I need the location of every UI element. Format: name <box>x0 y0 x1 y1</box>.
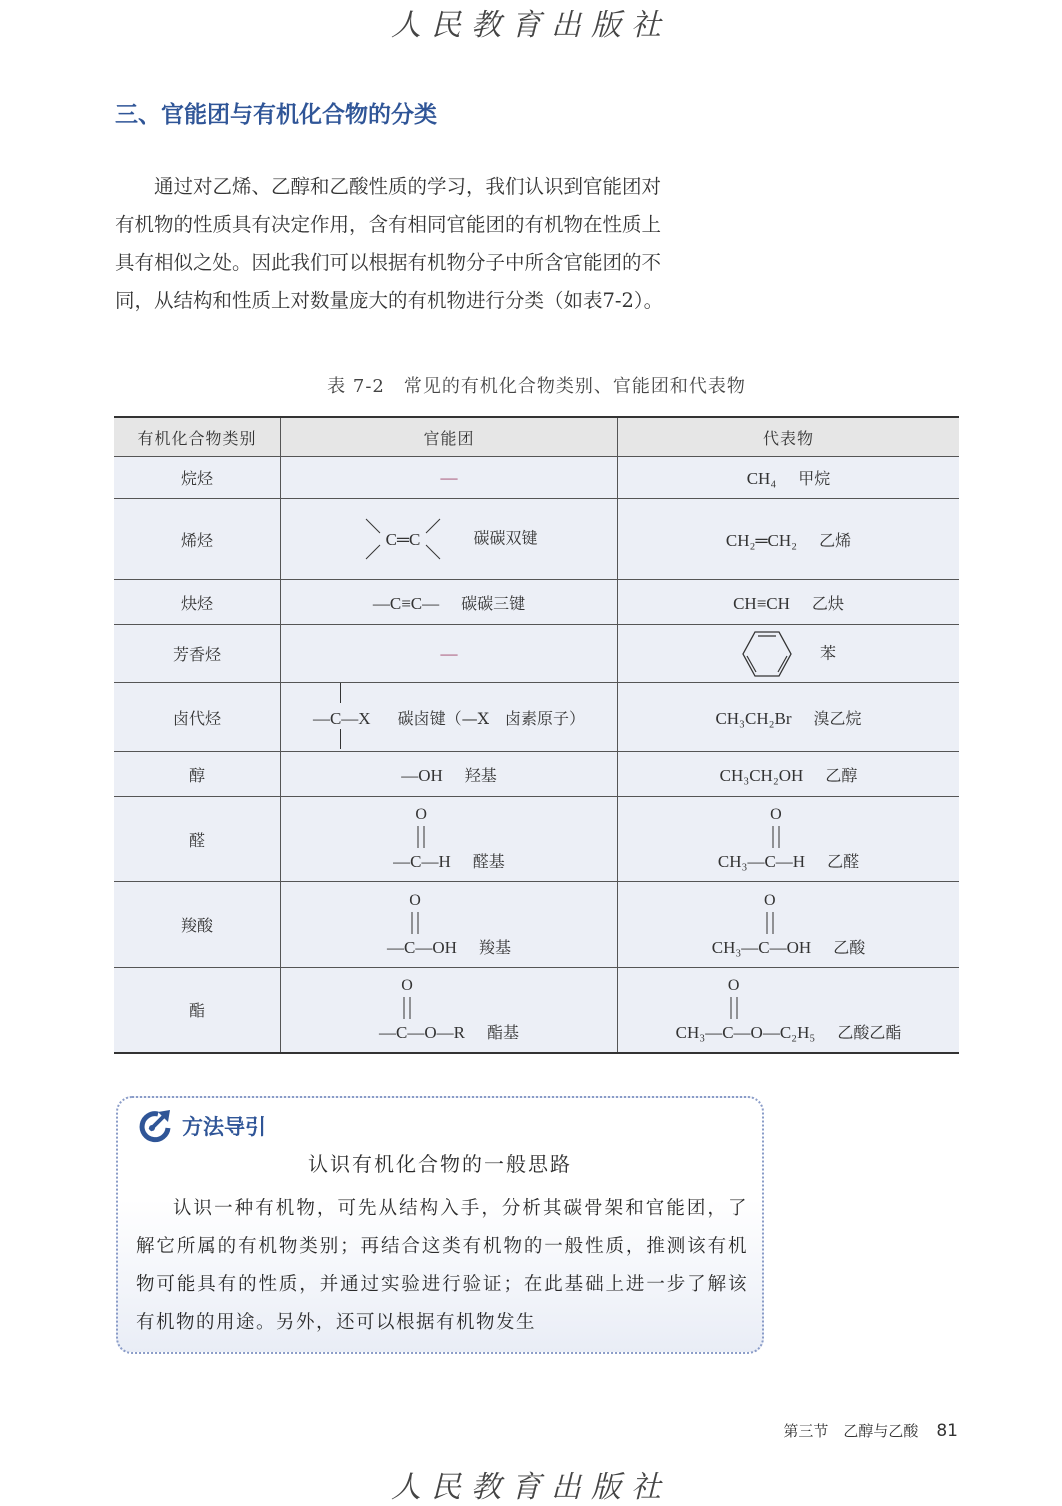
category-cell: 烯烃 <box>114 499 281 580</box>
footer-section: 第三节 乙醇与乙酸 <box>783 1422 919 1440</box>
group-cell: —C≡C— 碳碳三键 <box>281 580 618 625</box>
alkene-bond-diagram <box>360 517 446 561</box>
table-caption: 表 7-2 常见的有机化合物类别、官能团和代表物 <box>327 376 746 397</box>
header-representative: 代表物 <box>618 417 960 457</box>
category-cell: 酯 <box>114 968 281 1053</box>
table-row <box>114 580 959 625</box>
category-cell: 芳香烃 <box>114 625 281 683</box>
rep-cell: O CH₃—C—OH 乙酸 <box>618 882 960 968</box>
publisher-logo: 人民教育出版社 <box>391 8 671 43</box>
functional-group-table <box>114 416 959 1054</box>
table-row <box>114 882 959 968</box>
group-cell: O —C—H 醛基 <box>281 797 618 882</box>
refresh-arrow-icon <box>138 1108 174 1144</box>
table-row <box>114 683 959 752</box>
rep-cell: O CH₃—C—O—C₂H₅ 乙酸乙酯 <box>618 968 960 1053</box>
category-cell: 烷烃 <box>114 457 281 499</box>
rep-cell: CH₄ 甲烷 <box>618 457 960 499</box>
method-guide-text: 认识一种有机物，可先从结构入手，分析其碳骨架和官能团，了解它所属的有机物类别；再结合这类有机物的一般性质，推测该有机物可能具有的性质，并通过实验进行验证；在此基础上进一步了解该有机物的用途。另外，还可以根据有机物发生 <box>136 1198 748 1333</box>
method-guide-title: 方法导引 <box>182 1115 266 1139</box>
publisher-logo-bottom: 人民教育出版社 <box>391 1470 671 1505</box>
benzene-ring-icon <box>741 630 793 678</box>
table-row <box>114 968 959 1053</box>
group-cell: C═C 碳碳双键 <box>281 499 618 580</box>
body-paragraph: 通过对乙烯、乙醇和乙酸性质的学习，我们认识到官能团对有机物的性质具有决定作用，含有相同官能团的有机物在性质上具有相似之处。因此我们可以根据有机物分子中所含官能团的不同，从结构和性质上对数量庞大的有机物进行分类（如表7-2）。 <box>115 175 664 312</box>
header-group: 官能团 <box>281 417 618 457</box>
table-row <box>114 625 959 683</box>
svg-text:C═C: C═C <box>386 530 421 549</box>
group-cell: —OH 羟基 <box>281 752 618 797</box>
method-guide-box <box>116 1096 764 1354</box>
table-header-row <box>114 417 959 457</box>
page-number: 81 <box>936 1421 958 1441</box>
rep-cell: CH₃CH₂Br 溴乙烷 <box>618 683 960 752</box>
category-cell: 炔烃 <box>114 580 281 625</box>
group-cell: — <box>281 625 618 683</box>
section-title: 三、官能团与有机化合物的分类 <box>115 102 437 128</box>
group-cell: O —C—OH 羧基 <box>281 882 618 968</box>
group-cell: — <box>281 457 618 499</box>
header-category: 有机化合物类别 <box>114 417 281 457</box>
rep-cell: CH₂═CH₂ 乙烯 <box>618 499 960 580</box>
table-row <box>114 499 959 580</box>
category-cell: 羧酸 <box>114 882 281 968</box>
method-guide-subtitle: 认识有机化合物的一般思路 <box>308 1152 572 1176</box>
rep-cell: CH₃CH₂OH 乙醇 <box>618 752 960 797</box>
rep-cell: CH≡CH 乙炔 <box>618 580 960 625</box>
page-footer <box>783 1420 958 1441</box>
group-cell: —C—X 碳卤键（—X 卤素原子） <box>281 683 618 752</box>
table-row <box>114 797 959 882</box>
table-row <box>114 752 959 797</box>
rep-cell: 苯 <box>618 625 960 683</box>
category-cell: 醛 <box>114 797 281 882</box>
category-cell: 卤代烃 <box>114 683 281 752</box>
group-cell: O —C—O—R 酯基 <box>281 968 618 1053</box>
category-cell: 醇 <box>114 752 281 797</box>
table-row <box>114 457 959 499</box>
rep-cell: O CH₃—C—H 乙醛 <box>618 797 960 882</box>
